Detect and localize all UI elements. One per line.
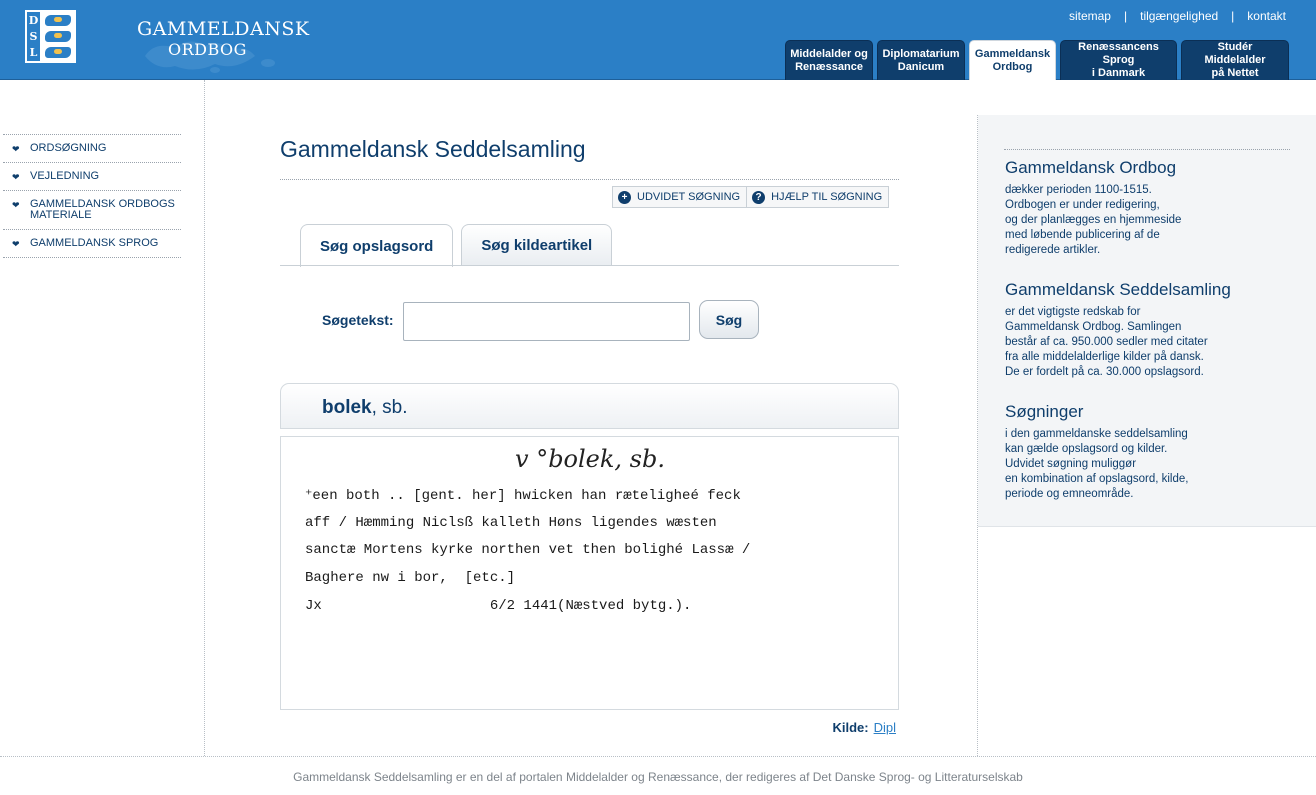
info-text (1005, 305, 1295, 380)
sidebar-item-vejledning[interactable] (3, 163, 181, 191)
sitemap-link[interactable]: sitemap (1068, 9, 1111, 23)
nav-tab-line2: Ordbog (992, 60, 1033, 73)
tab-search-headword[interactable]: Søg opslagsord (300, 224, 453, 267)
heart-bullet-icon: ❤ (12, 239, 20, 249)
nav-tab-diplomatarium[interactable] (877, 40, 965, 80)
search-help-button[interactable] (747, 186, 889, 208)
info-block-ordbog (1005, 158, 1295, 258)
entry-word: bolek (322, 397, 372, 418)
card-text-line: ⁺een both .. [gent. her] hwicken han ræteligheé feck (305, 488, 741, 504)
info-line: dækker perioden 1100-1515. (1005, 184, 1152, 196)
card-text-line: aff / Hæmming Niclsß kalleth Høns ligendes wæsten (305, 515, 717, 531)
sidebar-item-ordbogs-materiale[interactable] (3, 191, 181, 230)
accessibility-link[interactable]: tilgængelighed (1140, 9, 1219, 23)
source-line (832, 720, 896, 735)
info-line: og der planlægges en hjemmeside (1005, 214, 1182, 226)
portal-nav-tabs (785, 40, 1293, 80)
search-button[interactable]: Søg (699, 300, 759, 339)
nav-tab-line1: Studér Middelalder (1204, 41, 1266, 66)
heart-bullet-icon: ❤ (12, 200, 20, 210)
heart-bullet-icon: ❤ (12, 172, 20, 182)
right-sidebar (977, 115, 1316, 756)
search-help-label: HJÆLP TIL SØGNING (771, 191, 883, 203)
info-text (1005, 427, 1295, 502)
info-panel (978, 115, 1316, 527)
brand-title-line2: ORDBOG (168, 40, 247, 59)
top-links (1069, 9, 1286, 23)
search-input[interactable] (403, 302, 690, 341)
lion-icon (45, 47, 71, 58)
nav-tab-studer-middelalder[interactable] (1181, 40, 1289, 80)
logo-letter-s: S (29, 29, 38, 43)
nav-tab-line1: Gammeldansk (974, 47, 1051, 60)
source-link[interactable]: Dipl (873, 720, 896, 735)
info-line: fra alle middelalderlige kilder på dansk. (1005, 351, 1204, 363)
tab-search-source-article[interactable]: Søg kildeartikel (461, 224, 612, 266)
info-text (1005, 183, 1295, 258)
nav-tab-line1: Middelalder og (790, 47, 868, 60)
link-separator: | (1123, 9, 1128, 23)
lion-icon (45, 31, 71, 42)
nav-tab-line1: Renæssancens Sprog (1078, 41, 1159, 66)
nav-tab-middelalder[interactable] (785, 40, 873, 80)
info-line: i den gammeldanske seddelsamling (1005, 428, 1188, 440)
nav-tab-line2: Renæssance (795, 60, 863, 73)
card-text-line: sanctæ Mortens kyrke northen vet then bolighé Lassæ / (305, 542, 751, 558)
nav-tab-renaessancens-sprog[interactable] (1060, 40, 1177, 80)
tabs-divider (280, 265, 899, 266)
slip-card-image (280, 436, 899, 710)
contact-link[interactable]: kontakt (1247, 9, 1286, 23)
search-tools (612, 186, 889, 208)
info-title: Gammeldansk Seddelsamling (1005, 280, 1231, 299)
info-block-seddelsamling (1005, 280, 1295, 380)
dsl-logo-letters (27, 12, 40, 61)
source-label: Kilde: (832, 720, 869, 735)
question-circle-icon: ? (752, 191, 765, 204)
info-line: kan gælde opslagsord og kilder. (1005, 443, 1168, 455)
card-text-line: Jx 6/2 1441(Næstved bytg.). (305, 598, 692, 614)
dsl-logo[interactable] (25, 10, 76, 63)
nav-tab-gammeldansk-ordbog[interactable] (969, 40, 1056, 80)
left-sidebar (0, 80, 205, 756)
sidebar-item-label: VEJLEDNING (30, 170, 100, 182)
advanced-search-label: UDVIDET SØGNING (637, 191, 741, 203)
info-divider (1004, 149, 1290, 150)
nav-tab-line2: i Danmark (1091, 67, 1146, 79)
sidebar-item-label: GAMMELDANSK SPROG (30, 237, 159, 249)
info-line: er det vigtigste redskab for (1005, 306, 1141, 318)
nav-tab-line2: Danicum (897, 60, 945, 73)
info-line: Udvidet søgning muliggør (1005, 458, 1137, 470)
nav-tab-line2: på Nettet (1211, 67, 1259, 79)
plus-circle-icon: + (618, 191, 631, 204)
heart-bullet-icon: ❤ (12, 144, 20, 154)
sidebar-item-label: GAMMELDANSK ORDBOGS MATERIALE (30, 198, 175, 221)
brand-logo[interactable] (135, 16, 310, 72)
three-lions-icon (42, 12, 74, 61)
info-line: en kombination af opslagsord, kilde, (1005, 473, 1189, 485)
info-block-sogninger (1005, 402, 1295, 502)
logo-letter-d: D (28, 13, 39, 27)
info-line: består af ca. 950.000 sedler med citater (1005, 336, 1208, 348)
info-line: Gammeldansk Ordbog. Samlingen (1005, 321, 1182, 333)
card-handwritten-headword: v °bolek, sb. (515, 445, 665, 473)
entry-headword (322, 397, 408, 419)
entry-header (280, 383, 899, 429)
info-title: Gammeldansk Ordbog (1005, 158, 1177, 177)
side-menu (3, 134, 181, 258)
sidebar-item-label: ORDSØGNING (30, 142, 107, 154)
title-divider (280, 179, 899, 180)
sidebar-item-gammeldansk-sprog[interactable] (3, 230, 181, 258)
entry-part-of-speech: , sb. (371, 397, 408, 418)
footer: Gammeldansk Seddelsamling er en del af portalen Middelalder og Renæssance, der redigeres af Det Danske Sprog- og Litteraturselskab (0, 756, 1316, 795)
logo-letter-l: L (29, 46, 38, 60)
search-tabs (300, 224, 620, 267)
info-line: redigerede artikler. (1005, 244, 1101, 256)
info-line: De er fordelt på ca. 30.000 opslagsord. (1005, 366, 1204, 378)
advanced-search-button[interactable] (612, 186, 747, 208)
nav-tab-line1: Diplomatarium (882, 47, 960, 60)
sidebar-item-ordsogning[interactable] (3, 135, 181, 163)
lion-icon (45, 15, 71, 26)
info-line: med løbende publicering af de (1005, 229, 1160, 241)
page-title: Gammeldansk Seddelsamling (280, 136, 586, 162)
link-separator: | (1231, 9, 1235, 23)
info-line: periode og emneområde. (1005, 488, 1134, 500)
site-header (0, 0, 1316, 80)
info-title: Søgninger (1005, 402, 1084, 421)
search-label: Søgetekst: (322, 312, 394, 328)
info-line: Ordbogen er under redigering, (1005, 199, 1160, 211)
brand-title-line1: GAMMELDANSK (137, 18, 310, 40)
card-text-line: Baghere nw i bor, [etc.] (305, 570, 516, 586)
